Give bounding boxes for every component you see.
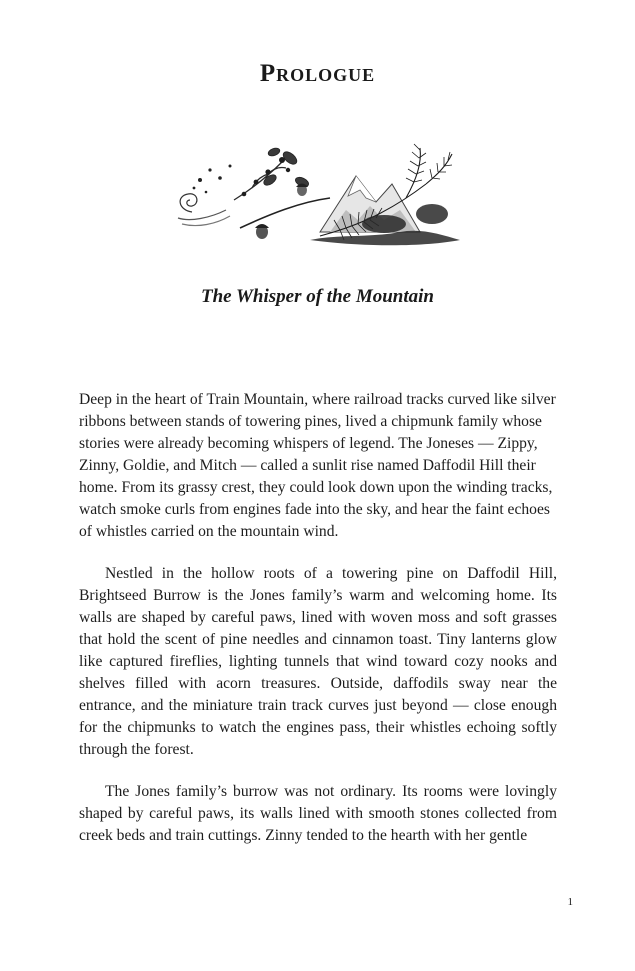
paragraph: The Jones family’s burrow was not ordinary. Its rooms were lovingly shaped by careful paws, its walls lined with smooth stones collected from creek beds and train cuttings. Zinny tended to the hearth with her gentle: [79, 783, 557, 844]
wind-swirl-icon: [178, 194, 230, 226]
body-text: [79, 389, 557, 867]
paragraph: Nestled in the hollow roots of a towering pine on Daffodil Hill, Brightseed Burrow is the Jones family’s warm and welcoming home. Its walls are shaped by careful paws, lined with woven moss and soft grasses that hold the scent of pine needles and cinnamon toast. Tiny lanterns glow like captured fireflies, lighting tunnels that wind toward cozy nooks and shelves filled with acorn treasures. Outside, daffodils sway near the entrance, and the miniature train track curves just beyond — close enough for the chipmunks to watch the engines pass, their whistles echoing softly through the forest.: [79, 565, 557, 758]
paragraph: Deep in the heart of Train Mountain, where railroad tracks curved like silver ribbons between stands of towering pines, lived a chipmunk family whose stories were already becoming whispers of legend. The Joneses — Zippy, Zinny, Goldie, and Mitch — called a sunlit rise named Daffodil Hill their home. From its grassy crest, they could look down upon the winding tracks, watch smoke curls from engines fade into the sky, and hear the faint echoes of whistles carried on the mountain wind.: [79, 391, 556, 540]
chapter-subtitle: The Whisper of the Mountain: [201, 286, 434, 307]
vignette-illustration: [170, 140, 470, 250]
page-number: 1: [567, 896, 573, 908]
seed-dots: [193, 165, 232, 194]
chapter-title: Prologue: [259, 60, 376, 87]
